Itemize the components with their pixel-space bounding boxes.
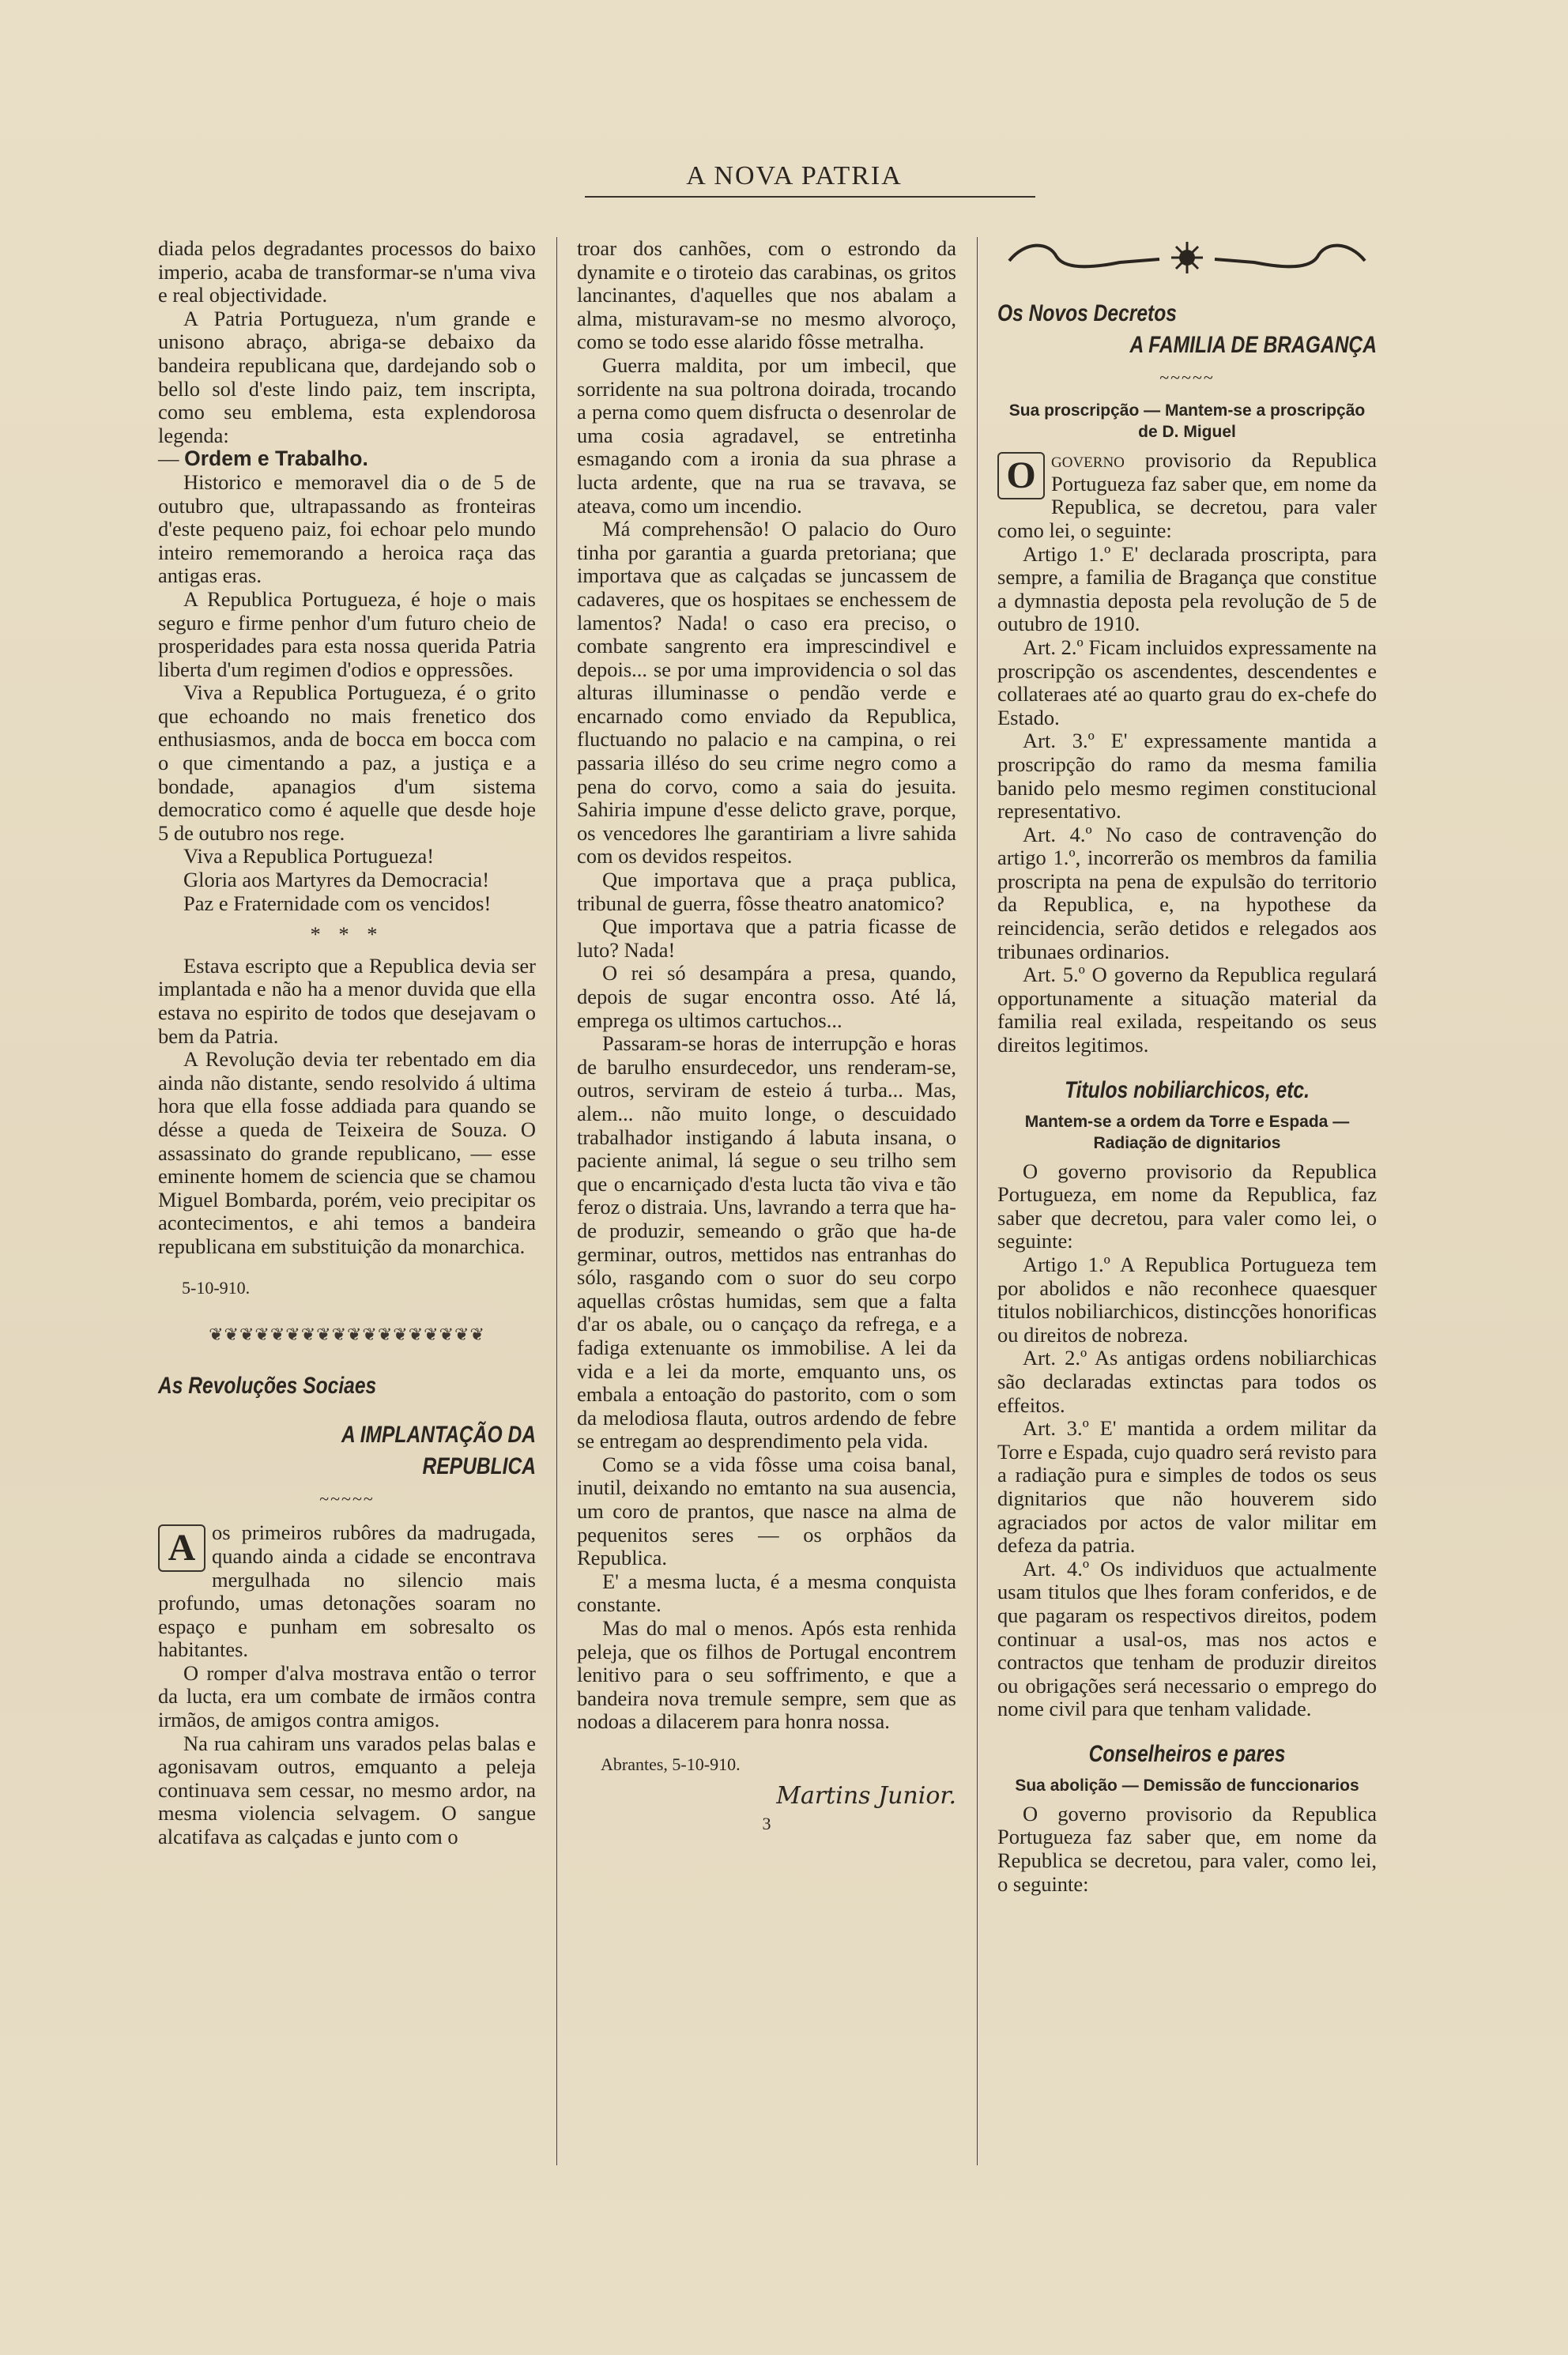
article-opening — [997, 449, 1377, 542]
paragraph — [997, 449, 1377, 542]
dash: — — [158, 447, 185, 471]
paragraph: Que importava que a praça publica, tribunal de guerra, fôsse theatro anatomico? — [577, 868, 956, 915]
paragraph: Artigo 1.º A Republica Portugueza tem por abolidos e não reconhece quaesquer titulos nobiliarchicos, distincções honorificas ou direitos de nobreza. — [997, 1253, 1377, 1347]
paragraph: O romper d'alva mostrava então o terror da lucta, era um combate de irmãos contra irmãos, de amigos contra amigos. — [158, 1660, 536, 1732]
paragraph: Viva a Republica Portugueza, é o grito que echoando no mais frenetico dos enthusiasmos, anda de bocca em bocca com o que cimentando a paz, a justiça e a bondade, apanagios d'um sistema democratico como é aquelle que desde hoje 5 de outubro nos rege. — [158, 680, 536, 845]
section-title: Titulos nobiliarchicos, etc. — [1065, 1076, 1310, 1103]
paragraph: Guerra maldita, por um imbecil, que sorridente na sua poltrona doirada, trocando a perna como quem disfructa o desenrolar de uma cosia agradavel, se entretinha esmagando com a ironia da sua phrase a lucta ardente, que na rua se travava, se ateava, como um incendio. — [577, 352, 956, 518]
column-divider-2 — [977, 237, 978, 2165]
paragraph: Artigo 1.º E' declarada proscripta, para sempre, a familia de Bragança que constitue a dymnastia deposta pela revolução de 5 de outubro de 1910. — [997, 541, 1377, 636]
paragraph-text: provisorio da Republica Portugueza faz saber que, em nome da Republica, se decretou, para valer como lei, o seguinte: — [997, 449, 1377, 542]
paragraph: Art. 5.º O governo da Republica regulará opportunamente a situação material da familia real exilada, respeitando os seus direitos legitimos. — [997, 963, 1377, 1057]
paragraph: O governo provisorio da Republica Portugueza faz saber que, em nome da Republica se decretou, para valer, como lei, o seguinte: — [997, 1801, 1377, 1896]
article-title: A FAMILIA DE BRAGANÇA — [1129, 331, 1377, 358]
drop-cap: A — [158, 1524, 205, 1572]
paragraph: O rei só desampára a presa, quando, depois de sugar encontra osso. Até lá, emprega os ultimos cartuchos... — [577, 961, 956, 1032]
paragraph: Passaram-se horas de interrupção e horas de barulho ensurdecedor, uns renderam-se, outros, serviram de esteio á turba... Mas, alem... não muito longe, o descuidado trabalhador instigando á labuta insana, o paciente animal, lá segue o seu trilho sem que o encarniçado d'esta lucta tão viva e tão feroz o distraia. Uns, lavrando a terra que ha-de produzir, semeando o grão que ha-de germinar, outros, mettidos nas entranhas do sólo, rasgando com o suor do seu corpo aquellas crôstas humidas, sem que a falta d'ar os abale, ou o cançaço da refrega, e a fadiga extenuante os immobilise. A lei da vida e a lei da morte, emquanto uns, os embala a entoação do pastorito, com o som da melodiosa flauta, outros ardendo de febre se entregam ao desprendimento pela vida. — [577, 1031, 956, 1453]
column-divider-1 — [556, 237, 557, 2165]
squiggle-divider: ~~~~~ — [319, 1488, 375, 1509]
paragraph: os primeiros rubôres da madrugada, quando ainda a cidade se encontrava mergulhada no silencio mais profundo, umas detonações soaram no espaço e punham em sobresalto os habitantes. — [158, 1521, 536, 1662]
paragraph: Má comprehensão! O palacio do Ouro tinha por garantia a guarda pretoriana; que importava que as calçadas se juncassem de cadaveres, que os hospitaes se enchessem de lamentos? Nada! o caso era preciso, o combate sangrento era imprescindivel e depois... se por uma improvidencia o sol das alturas illuminasse o pendão verde e encarnado como enviado da Republica, fluctuando no palacio e na campina, o rei passaria illéso do seu crime negro como a pena do corvo, como a saia do jesuita. Sahiria impune d'esse delicto grave, porque, os vencedores lhe garantiriam a livre sahida com os devidos respeitos. — [577, 517, 956, 869]
paragraph: A Revolução devia ter rebentado em dia ainda não distante, sendo resolvido á ultima hora que ella fosse addiada para quando se désse a queda de Teixeira de Souza. O assassinato do grande republicano, — esse eminente homem de sciencia que se chamou Miguel Bombarda, porém, veio precipitar os acontecimentos, e ahi temos a bandeira republicana em substituição da monarchica. — [158, 1047, 536, 1258]
paragraph: E' a mesma lucta, é a mesma conquista constante. — [577, 1569, 956, 1617]
ornament-divider: ❦❦❦❦❦❦❦❦❦❦❦❦❦❦❦❦❦❦ — [209, 1324, 485, 1345]
small-caps-word: governo — [1051, 449, 1125, 473]
paragraph: Art. 4.º No caso de contravenção do artigo 1.º, incorrerão os membros da familia proscripta na pena de expulsão do territorio da Republica, e, na hypothese da reincidencia, serão detidos e relegados aos tribunaes ordinarios. — [997, 822, 1377, 963]
paragraph: Estava escripto que a Republica devia ser implantada e não ha a menor duvida que ella estava no espirito de todos que desejavam o bem da Patria. — [158, 953, 536, 1048]
author-signature: Martins Junior. — [776, 1781, 956, 1810]
paragraph: Historico e memoravel dia o de 5 de outubro que, ultrapassando as fronteiras d'este pequeno paiz, foi echoar pelo mundo inteiro rememorando a heroica raça das antigas eras. — [158, 469, 536, 588]
paragraph: Art. 3.º E' expressamente mantida a proscripção do ramo da mesma familia banido pelo mesmo regimen constitucional representativo. — [997, 729, 1377, 823]
subheading: Mantem-se a ordem da Torre e Espada — Radiação de dignitarios — [1024, 1112, 1350, 1152]
ornament-flourish-icon — [997, 237, 1377, 282]
paragraph: troar dos canhões, com o estrondo da dynamite e o tiroteio das carabinas, os gritos lancinantes, d'aquelles que nos abalam a alma, misturavam-se no mesmo alvoroço, como se todo esse alarido fôsse metralha. — [577, 236, 956, 354]
column-2 — [577, 237, 956, 1836]
squiggle-divider: ~~~~~ — [1159, 367, 1215, 387]
subheading: Sua abolição — Demissão de funccionarios — [1015, 1776, 1359, 1795]
paragraph: diada pelos degradantes processos do baixo imperio, acaba de transformar-se n'uma viva e real objectividade. — [158, 236, 536, 307]
paragraph: Na rua cahiram uns varados pelas balas e agonisavam outros, emquanto a peleja continuava sem cessar, no mesmo ardor, na mesma violencia selvagem. O sangue alcatifava as calçadas e junto com o — [158, 1731, 536, 1849]
paragraph: Viva a Republica Portugueza! — [183, 844, 435, 869]
page-title: A NOVA PATRIA — [686, 161, 903, 190]
paragraph: A Patria Portugueza, n'um grande e unisono abraço, abriga-se debaixo da bandeira republicana que, dardejando sob o bello sol d'este lindo paiz, tem inscripta, como seu emblema, esta explendorosa legenda: — [158, 306, 536, 447]
paragraph: Como se a vida fôsse uma coisa banal, inutil, deixando no emtanto na sua ausencia, um coro de prantos, que nasce na alma de pequenitos seres — os orphãos da Republica. — [577, 1452, 956, 1570]
header-rule — [585, 196, 1035, 198]
article-title: A IMPLANTAÇÃO DA REPUBLICA — [341, 1421, 536, 1479]
paragraph: Art. 2.º Ficam incluidos expressamente na proscripção os ascendentes, descendentes e collateraes até ao quarto grau do ex-chefe do Estado. — [997, 635, 1377, 729]
paragraph: A Republica Portugueza, é hoje o mais seguro e firme penhor d'um futuro cheio de prosperidades para esta nossa querida Patria liberta d'um regimen d'odios e oppressões. — [158, 586, 536, 681]
column-1 — [158, 237, 536, 1849]
column-3 — [997, 237, 1377, 1896]
motto-line — [158, 447, 536, 471]
paragraph: Gloria aos Martyres da Democracia! — [183, 868, 490, 892]
signoff-place-date: Abrantes, 5-10-910. — [601, 1754, 741, 1774]
section-kicker: Os Novos Decretos — [997, 300, 1177, 326]
paragraph: Art. 3.º E' mantida a ordem militar da Torre e Espada, cujo quadro será revisto para a radiação pura e simples de todos os seus dignitarios que não houverem sido agraciados por actos de valor militar em defeza da patria. — [997, 1416, 1377, 1558]
paragraph: Art. 2.º As antigas ordens nobiliarchicas são declaradas extinctas para todos os effeitos. — [997, 1346, 1377, 1417]
date-line: 5-10-910. — [182, 1277, 251, 1298]
asterism: * * * — [310, 922, 384, 947]
paragraph: Paz e Fraternidade com os vencidos! — [183, 891, 492, 915]
paragraph: Que importava que a patria ficasse de luto? Nada! — [577, 914, 956, 962]
paragraph: Mas do mal o menos. Após esta renhida peleja, que os filhos de Portugal encontrem lenitivo para o seu soffrimento, e que a bandeira nova tremule sempre, sem que as nodoas a dilacerem para honra nossa. — [577, 1616, 956, 1734]
section-title: Conselheiros e pares — [1088, 1740, 1286, 1767]
motto: Ordem e Trabalho. — [184, 447, 368, 471]
page-number: 3 — [762, 1814, 771, 1834]
paragraph: Art. 4.º Os individuos que actualmente usam titulos que lhes foram conferidos, e de que pagaram os respectivos direitos, podem continuar a usal-os, mas nos actos e contractos que tenham de produzir direitos ou obrigações será necessario o emprego do nome civil para que tenham validade. — [997, 1556, 1377, 1721]
section-kicker: As Revoluções Sociaes — [158, 1372, 377, 1399]
paragraph: O governo provisorio da Republica Portugueza, em nome da Republica, faz saber que decretou, para valer como lei, o seguinte: — [997, 1159, 1377, 1253]
subheading: Sua proscripção — Mantem-se a proscripção de D. Miguel — [1008, 401, 1366, 442]
drop-cap: O — [997, 452, 1045, 499]
article-opening — [158, 1521, 536, 1662]
